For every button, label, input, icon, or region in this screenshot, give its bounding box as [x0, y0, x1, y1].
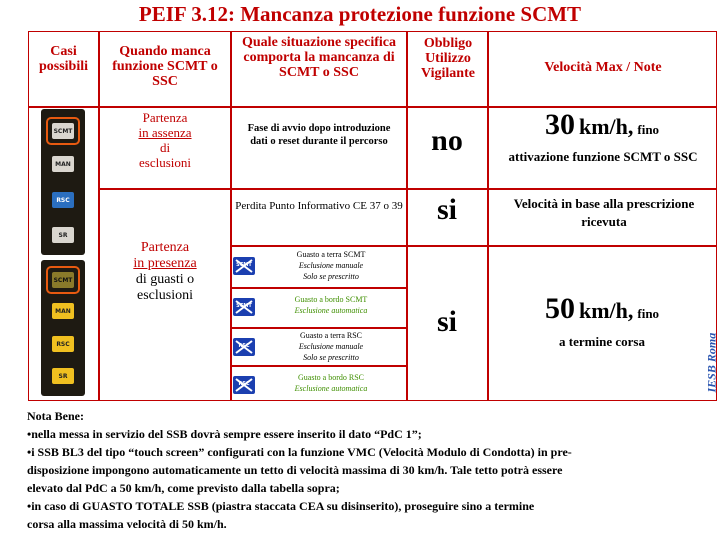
row3-item-text: Guasto a terra SCMT	[296, 250, 366, 259]
row1-speed-num: 30	[544, 108, 575, 141]
sign-label: RSC	[238, 381, 250, 387]
row1-when-l3: di	[159, 140, 171, 155]
sr-button: SR	[52, 368, 74, 384]
row1-when-l1: Partenza	[142, 110, 188, 125]
exclusion-sign-icon	[233, 257, 255, 275]
man-button: MAN	[52, 303, 74, 319]
row3-item-1	[261, 249, 401, 282]
row2-obbligo: si	[436, 193, 457, 226]
exclusion-sign-icon	[233, 298, 255, 316]
row2-when	[101, 240, 229, 304]
row3-item-text: Solo se prescritto	[303, 353, 359, 362]
row3-item-text: Esclusione automatica	[294, 384, 368, 393]
exclusion-sign-icon	[233, 376, 255, 394]
note-bullet-2-l3: elevato dal PdC a 50 km/h, come previsto dalla tabella sopra;	[27, 481, 340, 495]
note-bullet-1: •nella messa in servizio del SSB dovrà sempre essere inserito il dato “PdC 1”;	[27, 427, 422, 441]
row3-subdivider-3	[230, 365, 406, 367]
row3-subdivider-2	[230, 327, 406, 329]
scmt-button: SCMT	[52, 272, 74, 288]
sign-label: SCMT	[236, 303, 252, 309]
row3-item-text: Esclusione automatica	[294, 306, 368, 315]
row3-item-3	[261, 330, 401, 363]
row3-speed	[489, 292, 715, 326]
rsc-button: RSC	[52, 336, 74, 352]
note-bullet-3-l1: •in caso di GUASTO TOTALE SSB (piastra staccata CEA su disinserito), proseguire sino a termine	[27, 499, 535, 513]
row3-item-text: Guasto a bordo RSC	[298, 373, 364, 382]
row3-item-text: Esclusione manuale	[298, 261, 364, 270]
scmt-button: SCMT	[52, 123, 74, 139]
row3-speed-note: a termine corsa	[559, 334, 645, 349]
row3-item-text: Guasto a terra RSC	[300, 331, 362, 340]
exclusion-sign-icon	[233, 338, 255, 356]
row3-item-text: Solo se prescritto	[303, 272, 359, 281]
sign-label: RSC	[238, 343, 250, 349]
note-bullet-2-l2: disposizione impongono automaticamente un tetto di velocità massima di 30 km/h. Tale tetto potrà essere	[27, 463, 563, 477]
sr-button: SR	[52, 227, 74, 243]
row1-obbligo: no	[431, 124, 463, 157]
note-bullet-2-l1: •i SSB BL3 del tipo “touch screen” configurati con la funzione VMC (Velocità Modulo di Condotta) in pre-	[27, 445, 572, 459]
row1-situation: Fase di avvio dopo introduzione dati o reset durante il percorso	[247, 123, 391, 147]
row2-note: Velocità in base alla prescrizione ricevuta	[513, 196, 695, 229]
row3-speed-suffix: fino	[637, 306, 660, 321]
col-divider-2	[230, 32, 232, 400]
row2-when-l2: in presenza	[133, 256, 197, 271]
man-button: MAN	[52, 156, 74, 172]
table-frame	[28, 31, 717, 401]
col-divider-1	[98, 32, 100, 400]
row3-item-4	[261, 372, 401, 394]
row1-when-l4: esclusioni	[139, 155, 191, 170]
header-situazione: Quale situazione specifica comporta la mancanza di SCMT o SSC	[242, 35, 396, 80]
row3-item-text: Esclusione manuale	[298, 342, 364, 351]
notes-heading: Nota Bene:	[27, 409, 84, 423]
rsc-button: RSC	[52, 192, 74, 208]
row3-subdivider-1	[230, 287, 406, 289]
note-bullet-3-l2: corsa alla massima velocità di 50 km/h.	[27, 517, 227, 531]
header-quando: Quando manca funzione SCMT o SSC	[112, 44, 218, 89]
header-velocita: Velocità Max / Note	[544, 60, 662, 75]
row3-speed-unit: km/h,	[578, 298, 634, 323]
header-obbligo: Obbligo Utilizzo Vigilante	[421, 36, 475, 81]
row3-speed-num: 50	[544, 292, 575, 325]
page-title: PEIF 3.12: Mancanza protezione funzione SCMT	[138, 2, 582, 26]
row1-when	[101, 110, 229, 170]
header-casi: Casi possibili	[38, 44, 89, 74]
row1-speed-unit: km/h,	[578, 114, 634, 139]
row1-speed	[489, 108, 715, 142]
row1-when-l2: in assenza	[138, 125, 192, 140]
sign-label: SCMT	[236, 262, 252, 268]
watermark: IESB Roma	[704, 332, 719, 393]
row2-situation: Perdita Punto Informativo CE 37 o 39	[235, 200, 403, 212]
row1-speed-note: attivazione funzione SCMT o SSC	[508, 149, 698, 164]
row3-obbligo: si	[436, 305, 457, 338]
cab-panel-1	[41, 109, 85, 255]
row3-item-2	[261, 294, 401, 316]
row3-item-text: Guasto a bordo SCMT	[294, 295, 368, 304]
watermark-box	[697, 330, 720, 393]
row1-speed-suffix: fino	[637, 122, 660, 137]
row2-when-l3: di guasti o	[135, 272, 195, 287]
row2-divider	[230, 245, 716, 247]
row2-when-l4: esclusioni	[137, 288, 193, 303]
row2-when-l1: Partenza	[140, 240, 190, 255]
cab-panel-2	[41, 260, 85, 396]
